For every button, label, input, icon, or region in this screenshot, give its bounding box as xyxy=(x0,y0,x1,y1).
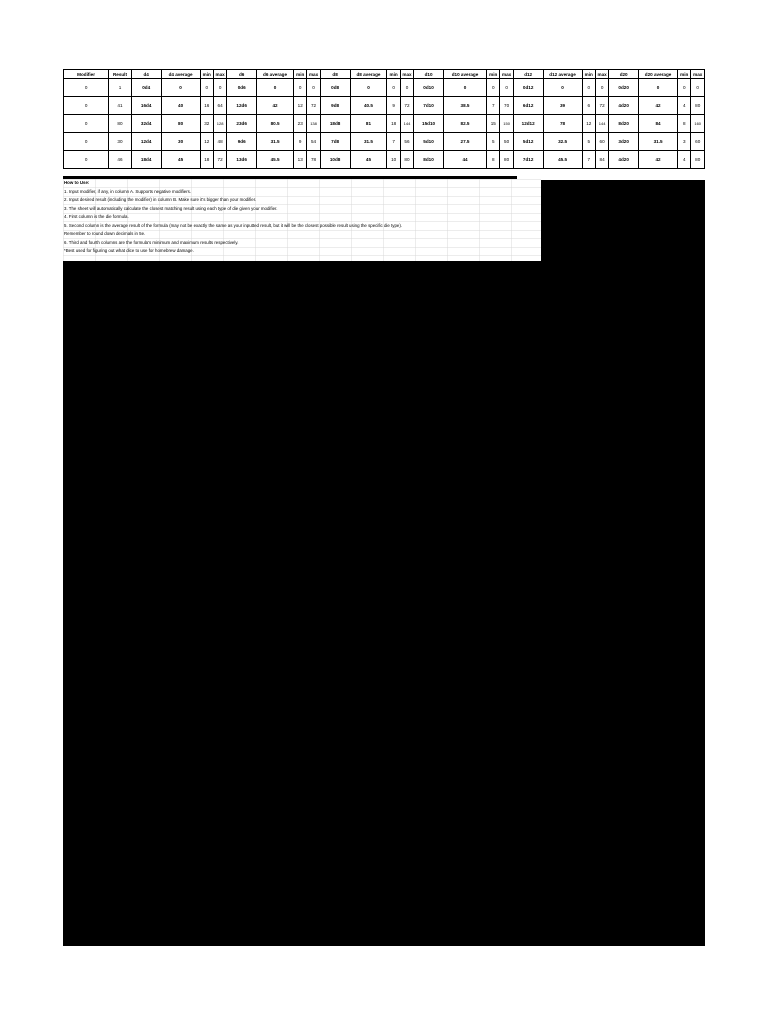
cell-d12-average[interactable]: 32.5 xyxy=(543,133,582,151)
cell-d4-formula[interactable]: 12d4 xyxy=(131,133,161,151)
header-d6-max[interactable]: max xyxy=(307,70,320,79)
cell-d8-max[interactable]: 0 xyxy=(400,79,413,97)
cell-d6-average[interactable]: 45.5 xyxy=(257,151,294,169)
cell-d8-average[interactable]: 31.5 xyxy=(350,133,387,151)
cell-d10-formula[interactable]: 8d10 xyxy=(414,151,444,169)
cell-d10-formula[interactable]: 15d10 xyxy=(414,115,444,133)
header-d6-average[interactable]: d6 average xyxy=(257,70,294,79)
cell-d10-formula[interactable]: 0d10 xyxy=(414,79,444,97)
cell-d4-min[interactable]: 32 xyxy=(200,115,213,133)
cell-d10-min[interactable]: 8 xyxy=(487,151,500,169)
cell-d6-average[interactable]: 42 xyxy=(257,97,294,115)
cell-d20-min[interactable]: 4 xyxy=(678,97,691,115)
cell-d12-average[interactable]: 39 xyxy=(543,97,582,115)
cell-d8-max[interactable]: 72 xyxy=(400,97,413,115)
header-d8[interactable]: d8 xyxy=(320,70,350,79)
cell-d20-average[interactable]: 84 xyxy=(639,115,678,133)
cell-d4-average[interactable]: 45 xyxy=(161,151,200,169)
cell-d6-min[interactable]: 0 xyxy=(294,79,307,97)
cell-result[interactable]: 46 xyxy=(109,151,132,169)
cell-d20-average[interactable]: 0 xyxy=(639,79,678,97)
header-d20-average[interactable]: d20 average xyxy=(639,70,678,79)
cell-d20-max[interactable]: 80 xyxy=(691,97,705,115)
cell-modifier[interactable]: 0 xyxy=(64,151,109,169)
cell-d6-max[interactable]: 54 xyxy=(307,133,320,151)
dice-calculator-sheet xyxy=(63,69,705,169)
cell-d10-min[interactable]: 5 xyxy=(487,133,500,151)
cell-d10-formula[interactable]: 5d10 xyxy=(414,133,444,151)
cell-d8-max[interactable]: 56 xyxy=(400,133,413,151)
cell-d4-max[interactable]: 72 xyxy=(213,151,226,169)
cell-d6-average[interactable]: 80.5 xyxy=(257,115,294,133)
cell-d10-average[interactable]: 44 xyxy=(443,151,486,169)
cell-d10-max[interactable]: 0 xyxy=(500,79,513,97)
header-d4-min[interactable]: min xyxy=(200,70,213,79)
cell-d12-formula[interactable]: 0d12 xyxy=(513,79,543,97)
cell-d20-formula[interactable]: 8d20 xyxy=(609,115,639,133)
cell-d4-min[interactable]: 12 xyxy=(200,133,213,151)
notes-title: How to Use: xyxy=(64,180,90,185)
cell-d4-formula[interactable]: 0d4 xyxy=(131,79,161,97)
cell-result[interactable]: 1 xyxy=(109,79,132,97)
cell-d10-min[interactable]: 15 xyxy=(487,115,500,133)
cell-d12-min[interactable]: 12 xyxy=(582,115,595,133)
cell-modifier[interactable]: 0 xyxy=(64,133,109,151)
header-d4-max[interactable]: max xyxy=(213,70,226,79)
header-d10-min[interactable]: min xyxy=(487,70,500,79)
header-d20[interactable]: d20 xyxy=(609,70,639,79)
cell-d20-average[interactable]: 31.5 xyxy=(639,133,678,151)
cell-d10-min[interactable]: 7 xyxy=(487,97,500,115)
dice-table xyxy=(63,69,705,169)
cell-d8-min[interactable]: 10 xyxy=(387,151,400,169)
cell-d6-formula[interactable]: 9d6 xyxy=(227,133,257,151)
notes-line: *Best used for figuring out what dice to use for homebrew damage. xyxy=(64,248,194,253)
header-d12-average[interactable]: d12 average xyxy=(543,70,582,79)
redacted-region-main xyxy=(63,261,705,946)
cell-d6-min[interactable]: 9 xyxy=(294,133,307,151)
cell-d12-max[interactable]: 60 xyxy=(595,133,608,151)
cell-d10-max[interactable]: 50 xyxy=(500,133,513,151)
cell-d6-formula[interactable]: 23d6 xyxy=(227,115,257,133)
cell-d10-average[interactable]: 38.5 xyxy=(443,97,486,115)
header-d12-max[interactable]: max xyxy=(595,70,608,79)
cell-d8-min[interactable]: 0 xyxy=(387,79,400,97)
cell-d12-max[interactable]: 144 xyxy=(595,115,608,133)
redacted-region-right xyxy=(541,180,705,262)
header-modifier[interactable]: Modifier xyxy=(64,70,109,79)
cell-d8-formula[interactable]: 9d8 xyxy=(320,97,350,115)
table-row xyxy=(64,151,705,169)
header-d20-min[interactable]: min xyxy=(678,70,691,79)
cell-d20-max[interactable]: 160 xyxy=(691,115,705,133)
cell-d4-min[interactable]: 16 xyxy=(200,97,213,115)
cell-d12-min[interactable]: 6 xyxy=(582,97,595,115)
cell-d4-average[interactable]: 30 xyxy=(161,133,200,151)
cell-d10-average[interactable]: 0 xyxy=(443,79,486,97)
cell-d20-formula[interactable]: 4d20 xyxy=(609,97,639,115)
table-row xyxy=(64,79,705,97)
notes-line: 3. The sheet will automatically calculate the closest matching result using each type of die given your modifier. xyxy=(64,205,278,211)
cell-d12-min[interactable]: 5 xyxy=(582,133,595,151)
cell-result[interactable]: 80 xyxy=(109,115,132,133)
cell-d4-formula[interactable]: 32d4 xyxy=(131,115,161,133)
header-d8-max[interactable]: max xyxy=(400,70,413,79)
notes-line: 2. Input desired result (including the modifier) in column B. Make sure it's bigger than your modifier. xyxy=(64,197,257,202)
cell-result[interactable]: 41 xyxy=(109,97,132,115)
cell-d12-average[interactable]: 0 xyxy=(543,79,582,97)
cell-d8-min[interactable]: 7 xyxy=(387,133,400,151)
cell-d6-max[interactable]: 0 xyxy=(307,79,320,97)
cell-d8-formula[interactable]: 0d8 xyxy=(320,79,350,97)
cell-d10-max[interactable]: 70 xyxy=(500,97,513,115)
cell-d12-average[interactable]: 78 xyxy=(543,115,582,133)
cell-d8-formula[interactable]: 10d8 xyxy=(320,151,350,169)
cell-d8-average[interactable]: 0 xyxy=(350,79,387,97)
cell-d6-formula[interactable]: 0d6 xyxy=(227,79,257,97)
cell-d4-formula[interactable]: 16d4 xyxy=(131,97,161,115)
cell-d12-min[interactable]: 7 xyxy=(582,151,595,169)
header-d10-average[interactable]: d10 average xyxy=(443,70,486,79)
cell-d20-formula[interactable]: 4d20 xyxy=(609,151,639,169)
cell-modifier[interactable]: 0 xyxy=(64,115,109,133)
cell-d8-max[interactable]: 80 xyxy=(400,151,413,169)
cell-d6-max[interactable]: 138 xyxy=(307,115,320,133)
header-d12-min[interactable]: min xyxy=(582,70,595,79)
cell-d12-formula[interactable]: 12d12 xyxy=(513,115,543,133)
cell-d6-formula[interactable]: 12d6 xyxy=(227,97,257,115)
cell-d20-average[interactable]: 42 xyxy=(639,151,678,169)
cell-d8-min[interactable]: 9 xyxy=(387,97,400,115)
notes-line: 4. First column is the die formula. xyxy=(64,214,129,219)
cell-d8-formula[interactable]: 18d8 xyxy=(320,115,350,133)
how-to-use-notes xyxy=(63,179,541,261)
header-result[interactable]: Result xyxy=(109,70,132,79)
table-row xyxy=(64,133,705,151)
cell-d20-min[interactable]: 4 xyxy=(678,151,691,169)
cell-d8-max[interactable]: 144 xyxy=(400,115,413,133)
cell-d4-average[interactable]: 40 xyxy=(161,97,200,115)
cell-d20-average[interactable]: 42 xyxy=(639,97,678,115)
cell-d4-max[interactable]: 48 xyxy=(213,133,226,151)
cell-d10-formula[interactable]: 7d10 xyxy=(414,97,444,115)
cell-d20-max[interactable]: 80 xyxy=(691,151,705,169)
table-row xyxy=(64,115,705,133)
header-d6-min[interactable]: min xyxy=(294,70,307,79)
cell-d8-formula[interactable]: 7d8 xyxy=(320,133,350,151)
cell-d10-max[interactable]: 150 xyxy=(500,115,513,133)
header-d10-max[interactable]: max xyxy=(500,70,513,79)
cell-d4-average[interactable]: 0 xyxy=(161,79,200,97)
cell-d8-min[interactable]: 18 xyxy=(387,115,400,133)
header-d4[interactable]: d4 xyxy=(131,70,161,79)
cell-d4-max[interactable]: 128 xyxy=(213,115,226,133)
cell-d20-formula[interactable]: 0d20 xyxy=(609,79,639,97)
cell-d8-average[interactable]: 81 xyxy=(350,115,387,133)
header-d8-min[interactable]: min xyxy=(387,70,400,79)
cell-d6-min[interactable]: 13 xyxy=(294,151,307,169)
cell-d4-max[interactable]: 0 xyxy=(213,79,226,97)
cell-d6-min[interactable]: 12 xyxy=(294,97,307,115)
cell-d20-max[interactable]: 60 xyxy=(691,133,705,151)
cell-d6-min[interactable]: 23 xyxy=(294,115,307,133)
cell-d4-min[interactable]: 0 xyxy=(200,79,213,97)
cell-d10-max[interactable]: 80 xyxy=(500,151,513,169)
cell-result[interactable]: 30 xyxy=(109,133,132,151)
cell-d6-max[interactable]: 72 xyxy=(307,97,320,115)
cell-d12-formula[interactable]: 5d12 xyxy=(513,133,543,151)
cell-d20-formula[interactable]: 3d20 xyxy=(609,133,639,151)
cell-d12-max[interactable]: 84 xyxy=(595,151,608,169)
notes-line: 6. Third and fourth columns are the formula's minimum and maximum results respectively. xyxy=(64,239,239,245)
cell-d12-min[interactable]: 0 xyxy=(582,79,595,97)
notes-line: 1. Input modifier, if any, in column A. Supports negative modifiers. xyxy=(64,188,192,194)
cell-d6-max[interactable]: 78 xyxy=(307,151,320,169)
header-d10[interactable]: d10 xyxy=(414,70,444,79)
cell-modifier[interactable]: 0 xyxy=(64,97,109,115)
cell-d20-min[interactable]: 8 xyxy=(678,115,691,133)
cell-d12-max[interactable]: 0 xyxy=(595,79,608,97)
cell-d6-formula[interactable]: 13d6 xyxy=(227,151,257,169)
cell-d6-average[interactable]: 0 xyxy=(257,79,294,97)
cell-d12-average[interactable]: 45.5 xyxy=(543,151,582,169)
notes-line: 5. Second column is the average result of the formula (may not be exactly the same as your inputted result, but it will be the closest possible result using the specific die type). xyxy=(64,222,403,228)
header-d4-average[interactable]: d4 average xyxy=(161,70,200,79)
header-row xyxy=(64,70,705,79)
header-d6[interactable]: d6 xyxy=(227,70,257,79)
cell-d10-min[interactable]: 0 xyxy=(487,79,500,97)
cell-d20-min[interactable]: 0 xyxy=(678,79,691,97)
cell-d4-formula[interactable]: 18d4 xyxy=(131,151,161,169)
header-d20-max[interactable]: max xyxy=(691,70,705,79)
cell-d20-max[interactable]: 0 xyxy=(691,79,705,97)
cell-d8-average[interactable]: 40.5 xyxy=(350,97,387,115)
cell-d6-average[interactable]: 31.5 xyxy=(257,133,294,151)
cell-d4-min[interactable]: 18 xyxy=(200,151,213,169)
table-row xyxy=(64,97,705,115)
notes-line: Remember to round down decimals in 5e. xyxy=(64,231,146,236)
cell-modifier[interactable]: 0 xyxy=(64,79,109,97)
cell-d12-max[interactable]: 72 xyxy=(595,97,608,115)
header-d12[interactable]: d12 xyxy=(513,70,543,79)
cell-d20-min[interactable]: 3 xyxy=(678,133,691,151)
cell-d10-average[interactable]: 82.5 xyxy=(443,115,486,133)
cell-d4-average[interactable]: 80 xyxy=(161,115,200,133)
cell-d10-average[interactable]: 27.5 xyxy=(443,133,486,151)
cell-d12-formula[interactable]: 6d12 xyxy=(513,97,543,115)
cell-d4-max[interactable]: 64 xyxy=(213,97,226,115)
cell-d8-average[interactable]: 45 xyxy=(350,151,387,169)
cell-d12-formula[interactable]: 7d12 xyxy=(513,151,543,169)
header-d8-average[interactable]: d8 average xyxy=(350,70,387,79)
